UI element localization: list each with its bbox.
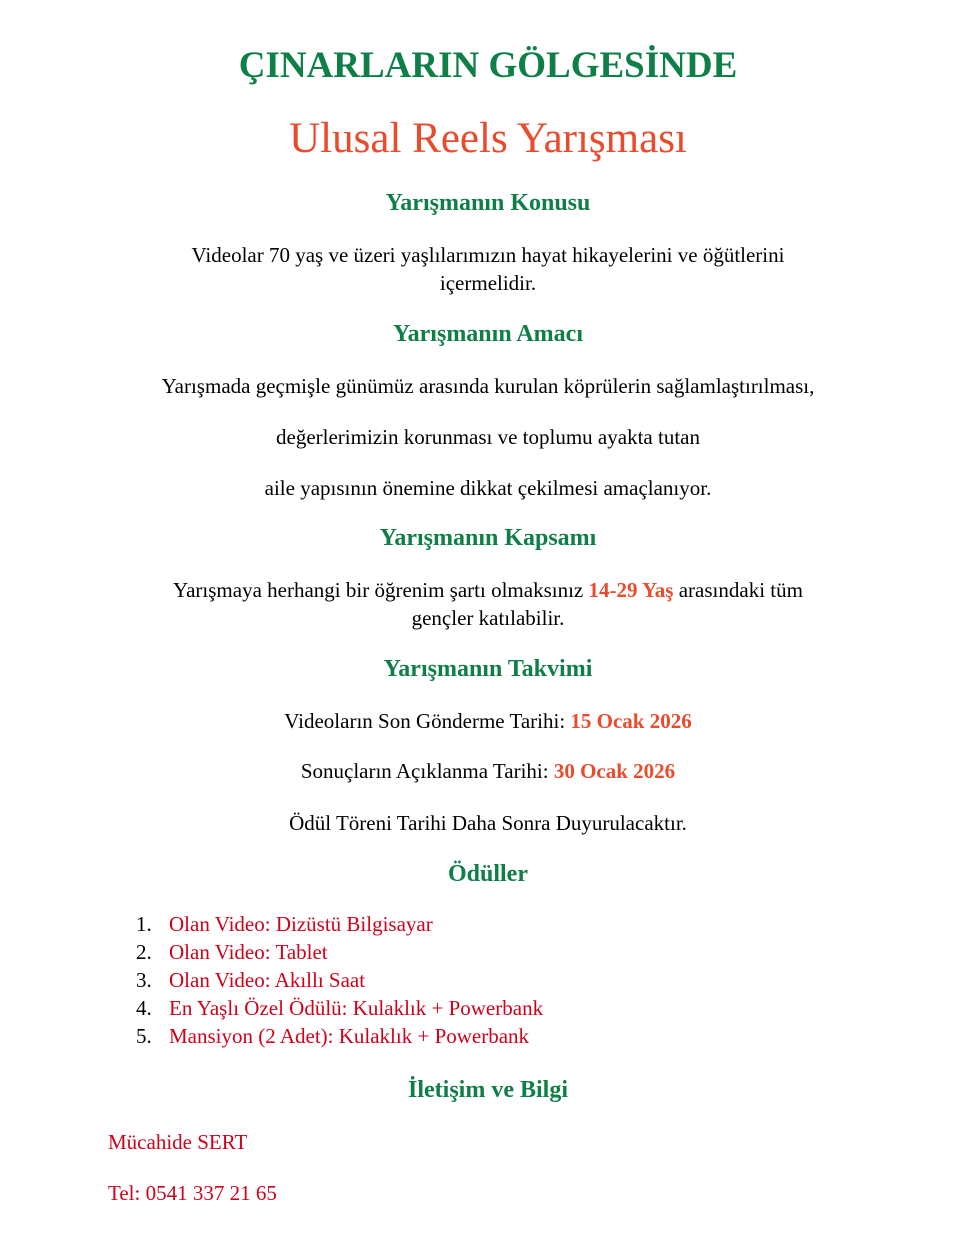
heading-konu: Yarışmanın Konusu xyxy=(385,190,591,216)
prize-list xyxy=(136,910,543,1050)
results-date: 30 Ocak 2026 xyxy=(553,759,676,783)
prize-number: 1. xyxy=(136,912,152,936)
prize-item xyxy=(136,938,543,966)
contact-phone: Tel: 0541 337 21 65 xyxy=(108,1181,277,1205)
kapsam-line-2: gençler katılabilir. xyxy=(411,606,565,630)
prize-text: Olan Video: Dizüstü Bilgisayar xyxy=(169,912,433,936)
contact-name: Mücahide SERT xyxy=(108,1130,248,1154)
kapsam-text-post: arasındaki tüm xyxy=(673,578,803,602)
amac-line-3: aile yapısının önemine dikkat çekilmesi amaçlanıyor. xyxy=(264,476,712,500)
prize-number: 2. xyxy=(136,940,152,964)
amac-line-2: değerlerimizin korunması ve toplumu ayakta tutan xyxy=(276,425,700,449)
heading-takvim: Yarışmanın Takvimi xyxy=(383,656,593,682)
prize-text: Olan Video: Akıllı Saat xyxy=(169,968,366,992)
heading-amac: Yarışmanın Amacı xyxy=(392,321,583,347)
results-line xyxy=(0,757,976,785)
kapsam-text-pre: Yarışmaya herhangi bir öğrenim şartı olmaksınız xyxy=(173,578,589,602)
prize-number: 4. xyxy=(136,996,152,1020)
prize-item xyxy=(136,994,543,1022)
prize-number: 3. xyxy=(136,968,152,992)
prize-item xyxy=(136,910,543,938)
results-label: Sonuçların Açıklanma Tarihi: xyxy=(300,759,554,783)
heading-oduller: Ödüller xyxy=(447,861,528,887)
deadline-line xyxy=(0,707,976,735)
prize-text: En Yaşlı Özel Ödülü: Kulaklık + Powerbank xyxy=(169,996,544,1020)
heading-iletisim: İletişim ve Bilgi xyxy=(408,1077,568,1103)
age-range-highlight: 14-29 Yaş xyxy=(588,578,674,602)
konu-line-2: içermelidir. xyxy=(439,271,537,295)
ceremony-line: Ödül Töreni Tarihi Daha Sonra Duyurulacaktır. xyxy=(289,811,687,835)
prize-item xyxy=(136,966,543,994)
prize-number: 5. xyxy=(136,1024,152,1048)
competition-subtitle: Ulusal Reels Yarışması xyxy=(289,115,687,162)
kapsam-line-1 xyxy=(0,576,976,604)
prize-item xyxy=(136,1022,543,1050)
konu-line-1: Videolar 70 yaş ve üzeri yaşlılarımızın hayat hikayelerini ve öğütlerini xyxy=(191,243,785,267)
amac-line-1: Yarışmada geçmişle günümüz arasında kurulan köprülerin sağlamlaştırılması, xyxy=(161,374,815,398)
prize-text: Olan Video: Tablet xyxy=(169,940,328,964)
deadline-label: Videoların Son Gönderme Tarihi: xyxy=(284,709,571,733)
heading-kapsam: Yarışmanın Kapsamı xyxy=(379,525,597,551)
deadline-date: 15 Ocak 2026 xyxy=(570,709,692,733)
prize-text: Mansiyon (2 Adet): Kulaklık + Powerbank xyxy=(169,1024,530,1048)
main-title: ÇINARLARIN GÖLGESİNDE xyxy=(238,45,738,86)
